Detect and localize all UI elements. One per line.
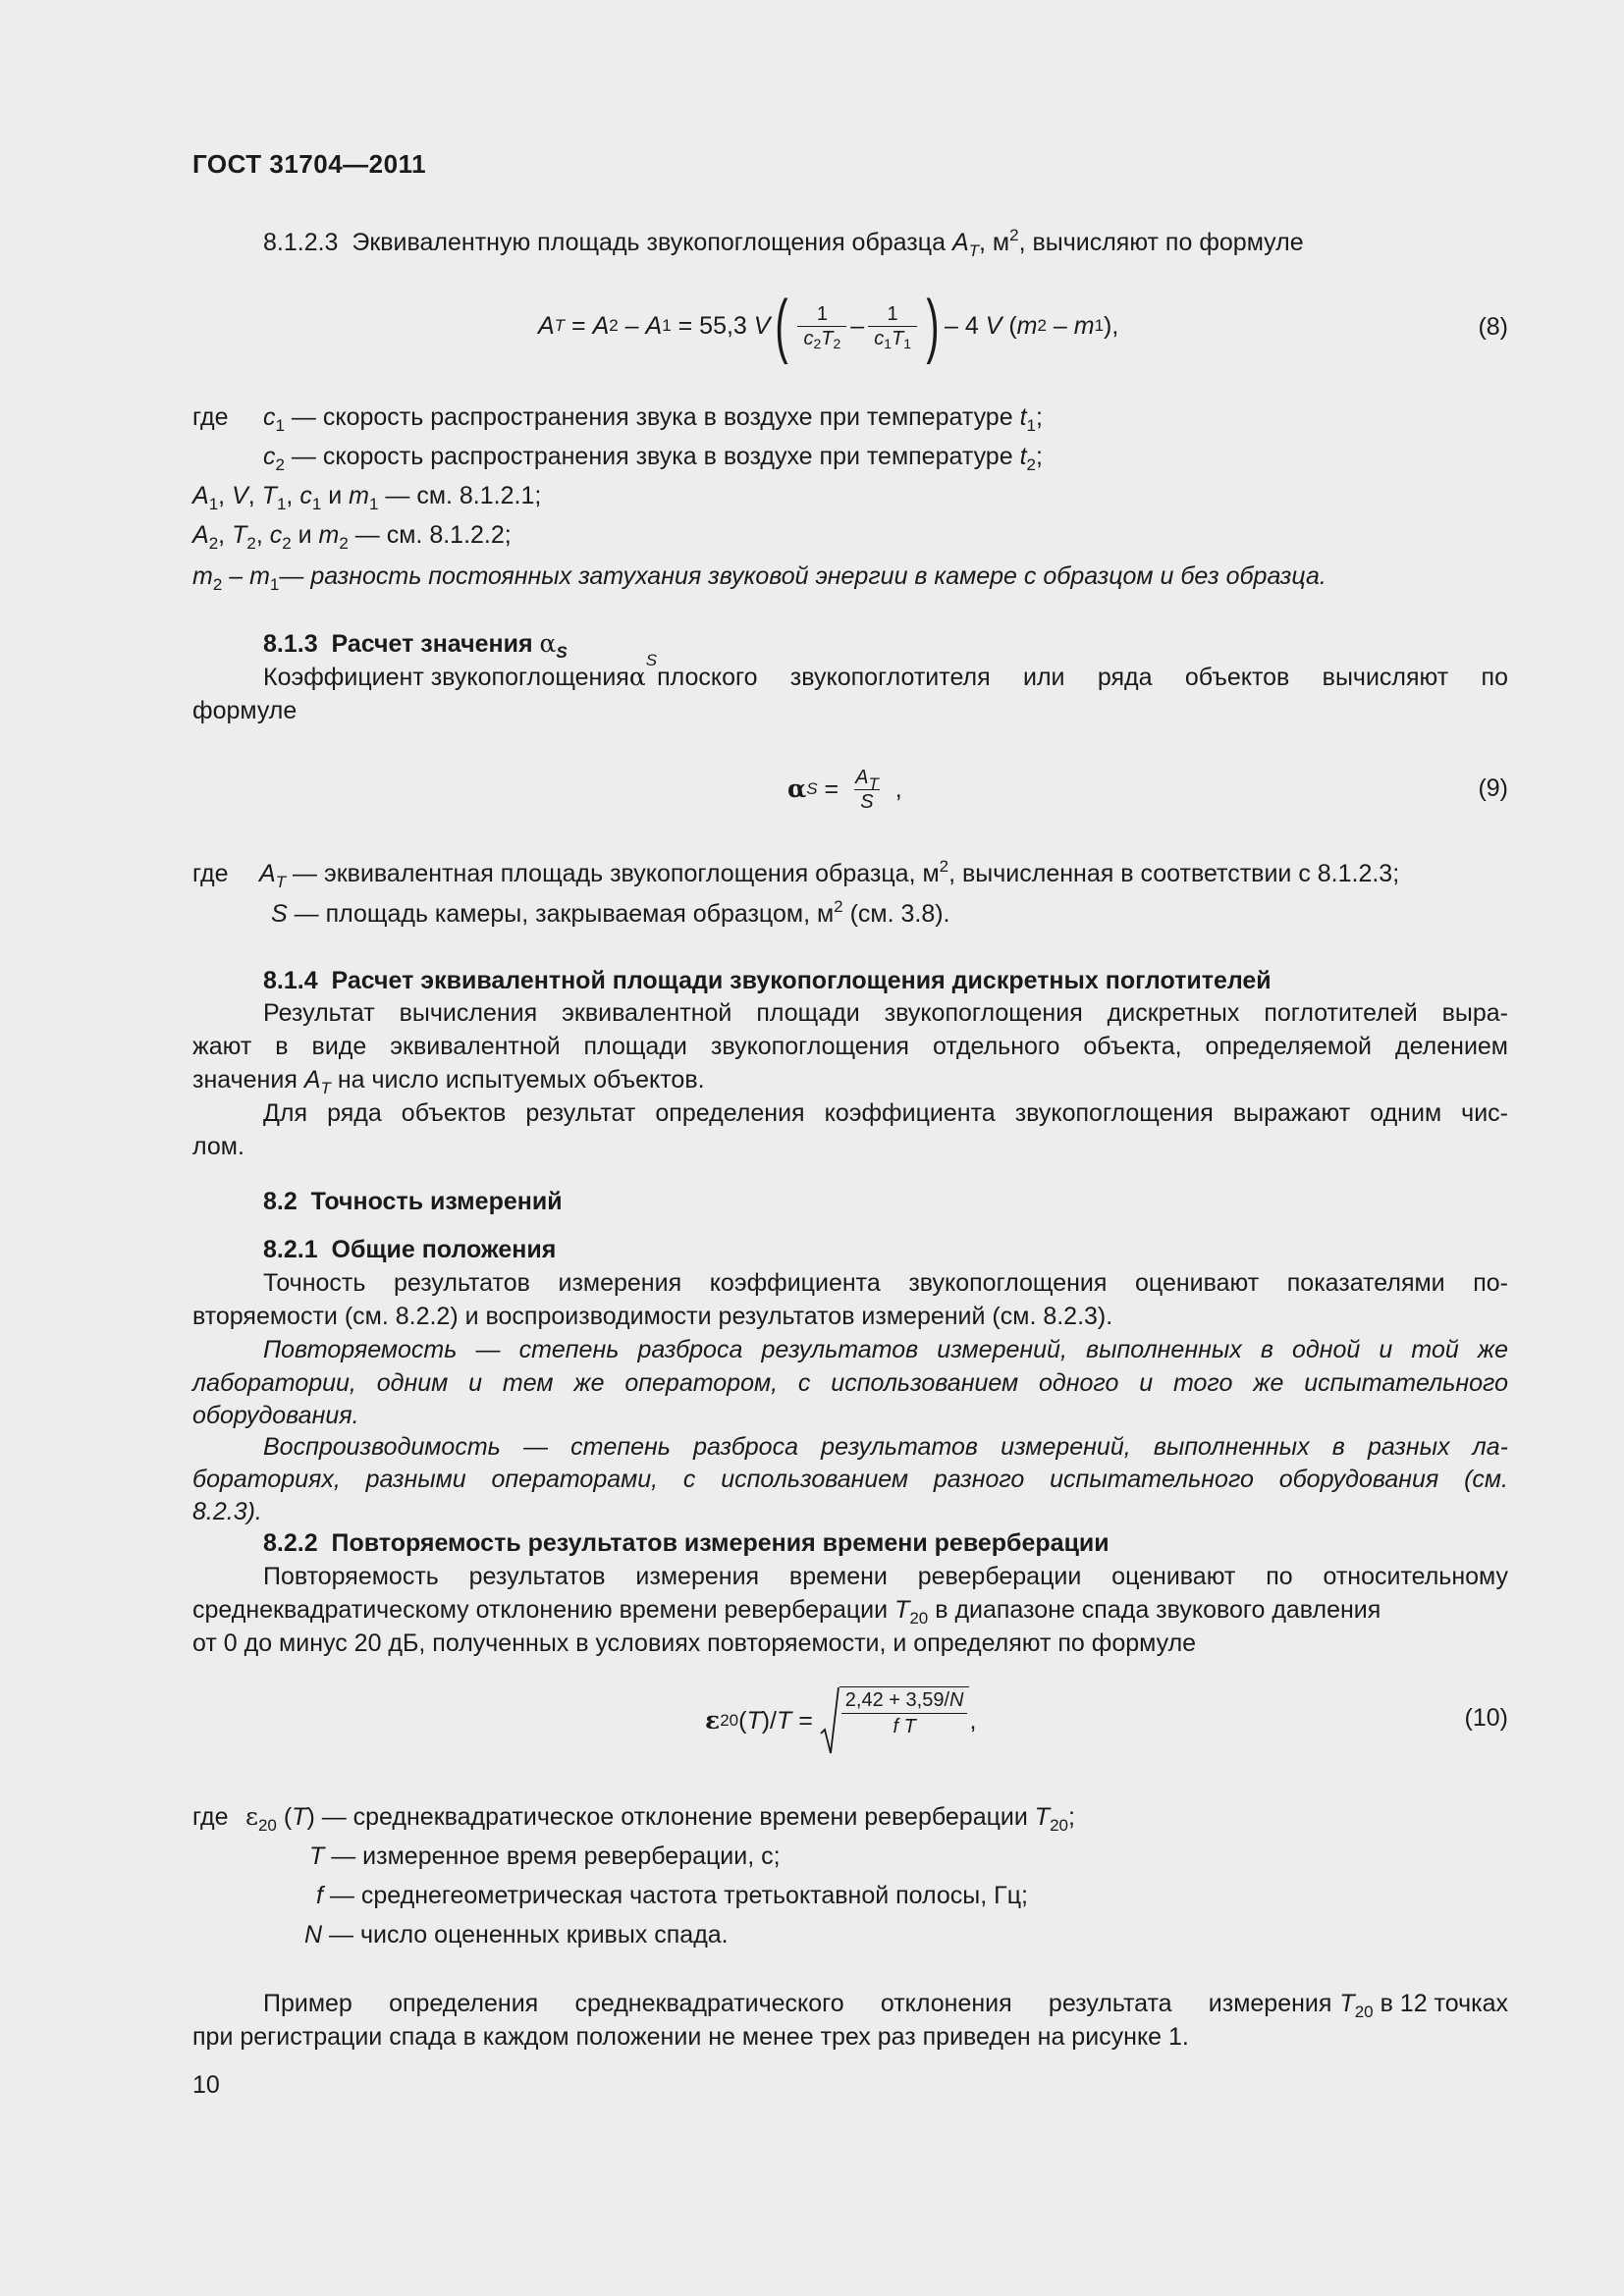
fraction-1: $\frac{1}{c_2T_2}$ bbox=[797, 302, 846, 350]
equation-8: A T = A 2 – A 1 = 55,3 V ( $\frac{1}{c_2T_2}$ – $\frac{1}{c_1T_1}$ ) – 4 V ( m 2 – m 1 ), bbox=[538, 287, 1119, 365]
where-line-c2: $c_2$ — скорость распространения звука в воздухе при температуре $t_2$; bbox=[263, 443, 1043, 474]
page-number: 10 bbox=[192, 2071, 220, 2099]
left-paren: ( bbox=[775, 287, 789, 365]
section-8-1-4-p1-line1: Результат вычисления эквивалентной площади звукопоглощения дискретных поглотителей выра- bbox=[263, 999, 1508, 1027]
section-8-1-3-para-line2: формуле bbox=[192, 697, 298, 724]
document-header: ГОСТ 31704—2011 bbox=[192, 149, 427, 179]
equation-9: α S = $\frac{A_T}{S}$ , bbox=[787, 766, 902, 813]
fraction-area: $\frac{A_T}{S}$ bbox=[855, 766, 879, 813]
section-8-2-1-p1-line2: вторяемости (см. 8.2.2) и воспроизводимости результатов измерений (см. 8.2.3). bbox=[192, 1303, 1113, 1330]
section-8-1-3-para-line1: Коэффициент звукопоглощения α S плоского звукопоглотителя или ряда объектов вычисляют по bbox=[263, 651, 1508, 691]
where-line-t: T — измеренное время реверберации, с; bbox=[309, 1842, 781, 1870]
section-8-1-4-p2-line2: лом. bbox=[192, 1133, 244, 1160]
section-8-2-2-p1-line3: от 0 до минус 20 дБ, полученных в условиях повторяемости, и определяют по формуле bbox=[192, 1629, 1197, 1657]
where-line-f: f — среднегеометрическая частота третьоктавной полосы, Гц; bbox=[316, 1882, 1028, 1909]
where-line-decay: $m_2$ – $m_1—$ разность постоянных затухания звуковой энергии в камере с образцом и без образца. bbox=[192, 562, 1326, 594]
where-label: где bbox=[192, 1803, 229, 1831]
section-8-1-3-title: 8.1.3 Расчет значения $\alpha_S$ bbox=[263, 629, 568, 662]
section-8-2-1-p3-line3: 8.2.3). bbox=[192, 1498, 262, 1525]
radical-sign-icon bbox=[820, 1686, 839, 1755]
section-8-2-1-p2-line1: Повторяемость — степень разброса результатов измерений, выполненных в одной и той же bbox=[263, 1336, 1508, 1363]
right-paren: ) bbox=[926, 287, 940, 365]
where-line-c1: $c_1$ — скорость распространения звука в воздухе при температуре $t_1$; bbox=[263, 403, 1043, 435]
where-line-refs-2: $A_2$, $T_2$, $c_2$ и $m_2$ — см. 8.1.2.2; bbox=[192, 521, 512, 553]
where-line-refs-1: $A_1$, V, $T_1$, $c_1$ и $m_1$ — см. 8.1.2.1; bbox=[192, 482, 542, 513]
square-root: $\frac{2,42 + 3,59/N}{\text{f T}}$ bbox=[820, 1686, 970, 1755]
section-8-2-1-p2-line2: лаборатории, одним и тем же оператором, с использованием одного и того же испытательного bbox=[192, 1369, 1508, 1397]
section-8-2-1-p3-line1: Воспроизводимость — степень разброса результатов измерений, выполненных в разных ла- bbox=[263, 1433, 1508, 1461]
equation-10: ε 20 ( T )/ T = $\frac{2,42 + 3,59/N}{\text{f T}}$ , bbox=[705, 1686, 976, 1755]
section-8-2-2-p1-line1: Повторяемость результатов измерения времени реверберации оценивают по относительному bbox=[263, 1563, 1508, 1590]
section-8-1-4-p1-line2: жают в виде эквивалентной площади звукопоглощения отдельного объекта, определяемой делением bbox=[192, 1033, 1508, 1060]
section-8-1-4-p1-line3: значения $A_T$ на число испытуемых объектов. bbox=[192, 1066, 705, 1097]
where-line-epsilon: $\varepsilon_{20}$ (T) — среднеквадратическое отклонение времени реверберации $T_{20}$; bbox=[245, 1802, 1075, 1835]
example-line1: Пример определения среднеквадратического отклонения результата измерения $T_{20}$ в 12 точках bbox=[263, 1990, 1508, 2021]
section-8-1-4-p2-line1: Для ряда объектов результат определения коэффициента звукопоглощения выражают одним чис- bbox=[263, 1099, 1508, 1127]
where-label: где bbox=[192, 860, 229, 887]
where-line-s: S — площадь камеры, закрываемая образцом, $м^2$ (см. 3.8). bbox=[271, 897, 950, 928]
equation-10-number: (10) bbox=[1464, 1704, 1508, 1732]
equation-9-number: (9) bbox=[1478, 774, 1508, 802]
section-8-2-1-title: 8.2.1 Общие положения bbox=[263, 1236, 557, 1263]
clause-number: 8.1.2.3 bbox=[263, 229, 339, 256]
equation-8-number: (8) bbox=[1478, 313, 1508, 341]
section-8-2-1-p1-line1: Точность результатов измерения коэффициента звукопоглощения оценивают показателями по- bbox=[263, 1269, 1508, 1297]
section-8-2-2-p1-line2: среднеквадратическому отклонению времени реверберации $T_{20}$ в диапазоне спада звукового давления bbox=[192, 1596, 1381, 1628]
section-8-2-2-title: 8.2.2 Повторяемость результатов измерения времени реверберации bbox=[263, 1529, 1110, 1557]
where-line-at: $A_T$ — эквивалентная площадь звукопоглощения образца, $м^2$, вычисленная в соответствии с 8.1.2.3; bbox=[259, 857, 1400, 891]
section-8-2-title: 8.2 Точность измерений bbox=[263, 1188, 563, 1215]
example-line2: при регистрации спада в каждом положении не менее трех раз приведен на рисунке 1. bbox=[192, 2023, 1189, 2051]
where-line-n: N — число оцененных кривых спада. bbox=[304, 1921, 729, 1949]
section-8-1-2-3-intro: 8.1.2.3 Эквивалентную площадь звукопоглощения образца $A_T$, $м^2$, вычисляют по формуле bbox=[263, 226, 1304, 260]
where-label: где bbox=[192, 403, 229, 431]
section-8-1-4-title: 8.1.4 Расчет эквивалентной площади звукопоглощения дискретных поглотителей bbox=[263, 967, 1272, 994]
fraction-2: $\frac{1}{c_1T_1}$ bbox=[868, 302, 917, 350]
section-8-2-1-p3-line2: бораториях, разными операторами, с использованием разного испытательного оборудования (см. bbox=[192, 1466, 1508, 1493]
section-8-2-1-p2-line3: оборудования. bbox=[192, 1402, 359, 1429]
